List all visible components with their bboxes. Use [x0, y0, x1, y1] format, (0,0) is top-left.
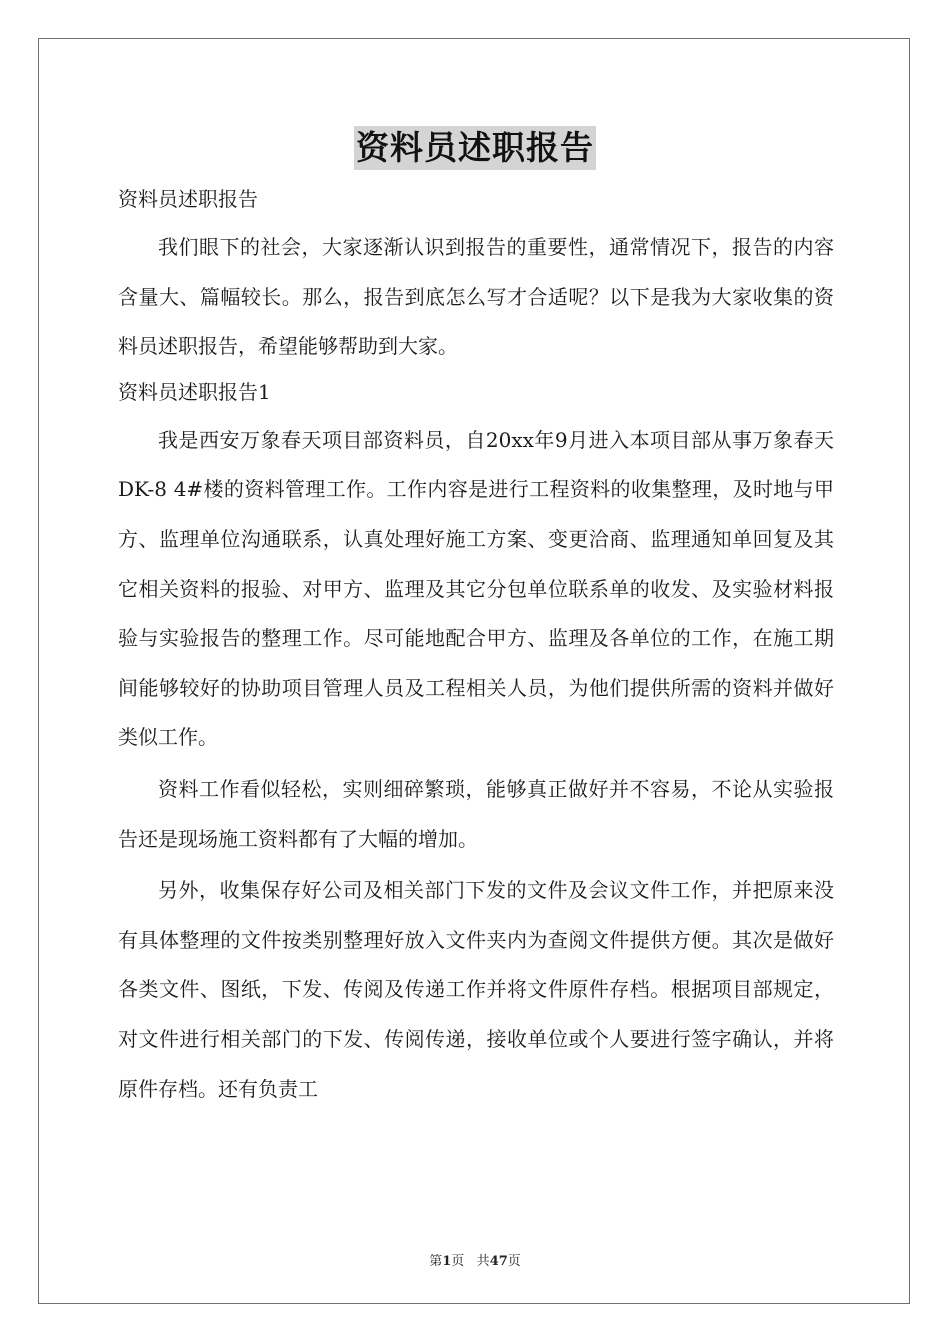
- section-heading: 资料员述职报告1: [118, 379, 271, 404]
- page-number: 1: [442, 1254, 452, 1269]
- page-footer: [0, 1250, 950, 1269]
- body-paragraph-3: 另外，收集保存好公司及相关部门下发的文件及会议文件工作，并把原来没有具体整理的文件按类别整理好放入文件夹内为查阅文件提供方便。其次是做好各类文件、图纸，下发、传阅及传递工作并将文件原件存档。根据项目部规定，对文件进行相关部门的下发、传阅传递，接收单位或个人要进行签字确认，并将原件存档。还有负责工: [118, 878, 834, 1101]
- page-prefix: 第: [429, 1254, 443, 1269]
- page-suffix: 页: [451, 1254, 465, 1269]
- body-paragraph-2: 资料工作看似轻松，实则细碎繁琐，能够真正做好并不容易，不论从实验报告还是现场施工资料都有了大幅的增加。: [118, 776, 834, 851]
- document-title-block: [0, 126, 950, 170]
- document-body: [118, 181, 834, 1116]
- document-title: 资料员述职报告: [354, 126, 596, 170]
- total-prefix: 共: [476, 1254, 490, 1269]
- body-paragraph-1: 我是西安万象春天项目部资料员，自20xx年9月进入本项目部从事万象春天DK-8 4#楼的资料管理工作。工作内容是进行工程资料的收集整理，及时地与甲方、监理单位沟通联系，认真处理好施工方案、变更洽商、监理通知单回复及其它相关资料的报验、对甲方、监理及其它分包单位联系单的收发、及实验材料报验与实验报告的整理工作。尽可能地配合甲方、监理及各单位的工作，在施工期间能够较好的协助项目管理人员及工程相关人员，为他们提供所需的资料并做好类似工作。: [118, 427, 834, 750]
- document-subtitle: 资料员述职报告: [118, 187, 258, 211]
- total-pages: 47: [489, 1254, 508, 1269]
- total-suffix: 页: [507, 1254, 521, 1269]
- intro-paragraph: 我们眼下的社会，大家逐渐认识到报告的重要性，通常情况下，报告的内容含量大、篇幅较长。那么，报告到底怎么写才合适呢？以下是我为大家收集的资料员述职报告，希望能够帮助到大家。: [118, 235, 834, 359]
